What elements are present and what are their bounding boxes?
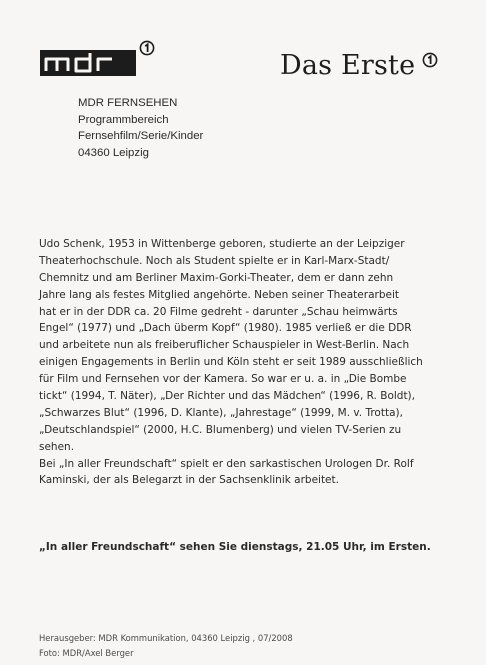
body-line: hat er in der DDR ca. 20 Filme gedreht - darunter „Schau heimwärts (39, 305, 398, 318)
ard-one-icon (422, 52, 438, 68)
mdr-logo (40, 40, 158, 82)
body-line: Udo Schenk, 1953 in Wittenberge geboren, studierte an der Leipziger (39, 238, 405, 250)
photo-credit: Foto: MDR/Axel Berger (39, 648, 134, 658)
body-line: sehen. (39, 440, 75, 453)
address-line: 04360 Leipzig (78, 146, 149, 159)
body-line: und arbeitete nun als freiberuflicher Schauspieler in West-Berlin. Nach (39, 339, 410, 352)
body-line: Theaterhochschule. Noch als Student spielte er in Karl-Marx-Stadt/ (39, 254, 390, 267)
address-line: Fernsehfilm/Serie/Kinder (78, 130, 204, 142)
body-line: Kaminski, der als Belegarzt in der Sachsenklinik arbeitet. (39, 474, 339, 487)
broadcast-info: „In aller Freundschaft“ sehen Sie dienstags, 21.05 Uhr, im Ersten. (39, 541, 431, 553)
publisher-line: Herausgeber: MDR Kommunikation, 04360 Leipzig , 07/2008 (39, 633, 293, 643)
address-line: Programmbereich (78, 113, 169, 126)
body-line: für Film und Fernsehen vor der Kamera. So war er u. a. in „Die Bombe (39, 373, 407, 386)
mdr-wordmark-icon (40, 50, 136, 76)
body-line: Bei „In aller Freundschaft“ spielt er den sarkastischen Urologen Dr. Rolf (39, 457, 414, 470)
body-line: „Deutschlandspiel“ (2000, H.C. Blumenberg) und vielen TV-Serien zu (39, 423, 402, 436)
ard-one-icon (139, 40, 155, 56)
body-line: Chemnitz und am Berliner Maxim-Gorki-Theater, dem er dann zehn (39, 271, 394, 284)
address-block (78, 95, 203, 161)
body-line: tickt“ (1994, T. Näter), „Der Richter und das Mädchen“ (1996, R. Boldt), (39, 390, 415, 403)
address-line: MDR FERNSEHEN (78, 97, 178, 109)
mdr-logo-bar (40, 50, 136, 76)
body-line: Engel“ (1977) und „Dach überm Kopf“ (1980). 1985 verließ er die DDR (39, 322, 412, 335)
biography-text (39, 236, 469, 489)
body-line: einigen Engagements in Berlin und Köln steht er seit 1989 ausschließlich (39, 356, 423, 369)
footer (39, 631, 293, 661)
das-erste-logo (280, 50, 460, 90)
body-line: „Schwarzes Blut“ (1996, D. Klante), „Jahrestage“ (1999, M. v. Trotta), (39, 406, 403, 419)
body-line: Jahre lang als festes Mitglied angehörte. Neben seiner Theaterarbeit (39, 288, 399, 301)
das-erste-wordmark: Das Erste (280, 50, 416, 81)
